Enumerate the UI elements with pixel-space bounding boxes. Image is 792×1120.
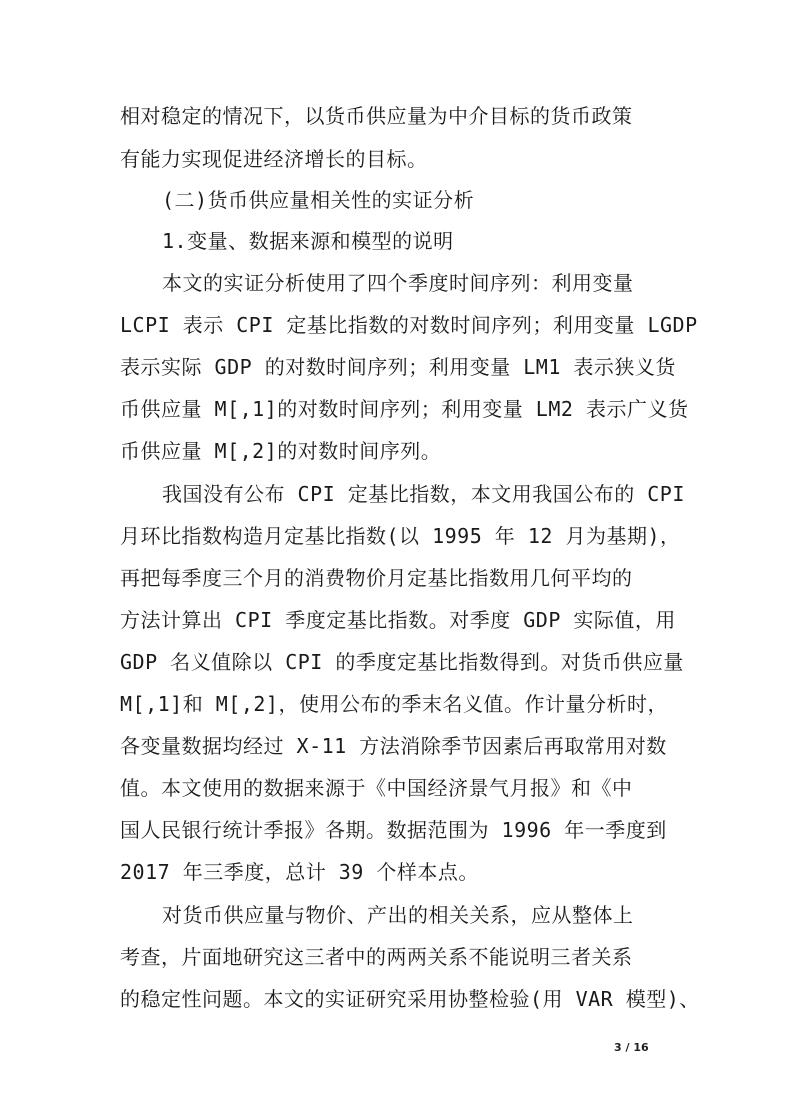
text-line: 的稳定性问题。本文的实证研究采用协整检验(用 VAR 模型)、 xyxy=(120,987,700,1011)
text-line: 本文的实证分析使用了四个季度时间序列：利用变量 xyxy=(162,271,634,295)
subsection-heading: 1.变量、数据来源和模型的说明 xyxy=(162,229,454,253)
text-line: 表示实际 GDP 的对数时间序列；利用变量 LM1 表示狭义货 xyxy=(120,355,676,379)
text-line: 再把每季度三个月的消费物价月定基比指数用几何平均的 xyxy=(120,566,633,590)
section-heading: (二)货币供应量相关性的实证分析 xyxy=(162,188,475,212)
text-line: LCPI 表示 CPI 定基比指数的对数时间序列；利用变量 LGDP xyxy=(120,313,698,337)
text-line: 国人民银行统计季报》各期。数据范围为 1996 年一季度到 xyxy=(120,818,667,842)
text-line: 相对稳定的情况下，以货币供应量为中介目标的货币政策 xyxy=(120,104,633,128)
text-line: GDP 名义值除以 CPI 的季度定基比指数得到。对货币供应量 xyxy=(120,650,684,674)
text-line: 各变量数据均经过 X-11 方法消除季节因素后再取常用对数 xyxy=(120,734,667,758)
text-line: M[,1]和 M[,2]，使用公布的季末名义值。作计量分析时， xyxy=(120,692,668,716)
text-line: 月环比指数构造月定基比指数(以 1995 年 12 月为基期)， xyxy=(120,524,681,548)
text-line: 值。本文使用的数据来源于《中国经济景气月报》和《中 xyxy=(120,776,633,800)
text-line: 我国没有公布 CPI 定基比指数，本文用我国公布的 CPI xyxy=(162,482,685,506)
text-line: 方法计算出 CPI 季度定基比指数。对季度 GDP 实际值，用 xyxy=(120,608,676,632)
text-line: 考查，片面地研究这三者中的两两关系不能说明三者关系 xyxy=(120,945,633,969)
text-line: 币供应量 M[,2]的对数时间序列。 xyxy=(120,439,442,463)
page-number: 3 / 16 xyxy=(614,1041,649,1054)
text-line: 对货币供应量与物价、产出的相关关系，应从整体上 xyxy=(162,903,634,927)
text-line: 2017 年三季度，总计 39 个样本点。 xyxy=(120,860,479,884)
text-line: 币供应量 M[,1]的对数时间序列；利用变量 LM2 表示广义货 xyxy=(120,397,689,421)
text-line: 有能力实现促进经济增长的目标。 xyxy=(120,147,428,171)
